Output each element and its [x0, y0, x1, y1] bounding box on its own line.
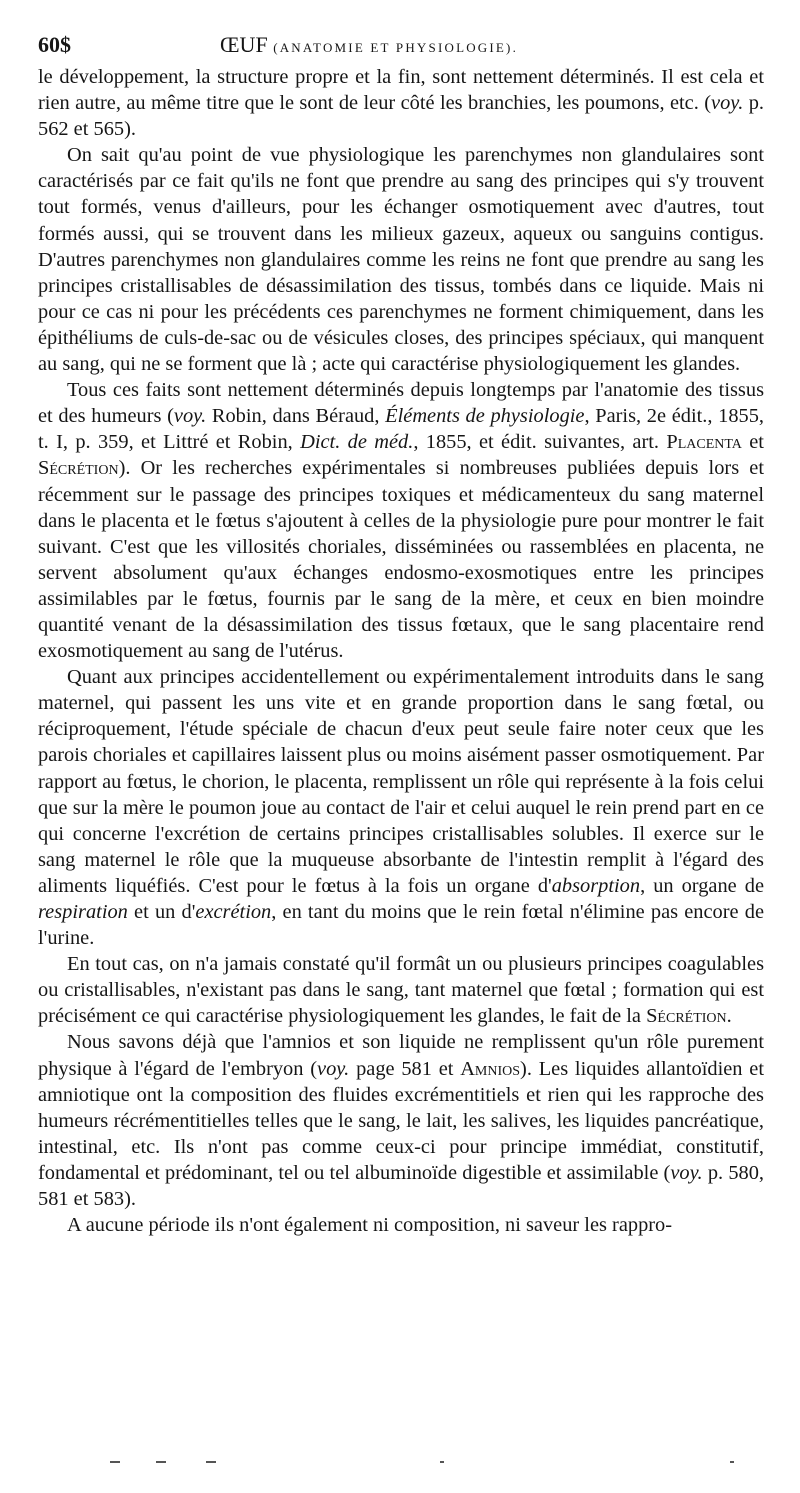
- italic-text: voy.: [173, 405, 207, 428]
- body-text: On sait qu'au point de vue physiologique les parenchymes non glandulaires sont caractérisés par ce fait qu'ils ne font que prendre au sang des principes qui s'y trouvent tout formés, venus d'ailleurs, pour les échanger osmotiquement avec d'autres, tout formés aussi, qui se trouvent dans les milieux gazeux, aqueux ou sanguins contigus. D'autres parenchymes non glandulaires comme les reins ne font que prendre au sang les principes cristallisables de désassimilation des tissus, tombés dans ce liquide. Mais ni pour ce cas ni pour les précédents ces parenchymes ne forment chimiquement, dans les épithéliums de culs-de-sac ou de vésicules closes, des principes spéciaux, qui manquent au sang, qui ne se forment que là ; acte qui caractérise physiologiquement les glandes.: [38, 144, 764, 376]
- paragraph: [38, 1212, 764, 1238]
- body-text: ). Or les recherches expérimentales si nombreuses publiées depuis lors et récemment sur le passage des principes toxiques et médicamenteux du sang maternel dans le placenta et le fœtus s'ajoutent à celles de la physiologie pure pour montrer le fait suivant. C'est que les villosités choriales, disséminées ou rassemblées en placenta, ne servent absolument qu'aux échanges endosmo-exosmotiques entre les principes assimilables par le fœtus, fournis par le sang de la mère, et ceux en bien moindre quantité venant de la désassimilation des tissus fœtaux, que le sang placentaire rend exosmotiquement au sang de l'utérus.: [38, 457, 764, 663]
- body-text: et: [741, 431, 764, 454]
- body-text: .: [726, 1005, 732, 1028]
- italic-text: respiration: [38, 901, 128, 923]
- body-text: , Paris, 2e édit., 1855, t. I, p. 359, et Littré et Robin,: [38, 405, 765, 454]
- running-title-main: ŒUF: [220, 32, 268, 57]
- running-title: [220, 30, 518, 63]
- footer-marks: [110, 1455, 740, 1469]
- italic-text: Dict. de méd.: [300, 431, 414, 454]
- paragraph: [38, 377, 764, 664]
- footer-dash: [206, 1461, 216, 1463]
- body-text: , 1855, et édit. suivantes, art.: [413, 431, 667, 454]
- italic-text: absorption: [551, 874, 641, 897]
- footer-dash: [110, 1461, 120, 1463]
- italic-text: voy.: [670, 1161, 703, 1184]
- italic-text: voy.: [317, 1057, 350, 1080]
- body-text: p. 580, 581 et 583).: [38, 1161, 765, 1211]
- footer-dash: [156, 1461, 166, 1463]
- body-text: ). Les liquides allantoïdien et amniotique ont la composition des fluides excrémentitiels et rien qui les rapproche des humeurs récrémentitielles telles que le sang, le lait, les salives, les liquides pancréatique, intestinal, etc. Ils n'ont pas comme ceux-ci pour principe immédiat, constitutif, fondamental et prédominant, tel ou tel albuminoïde digestible et assimilable (: [38, 1057, 764, 1184]
- body-text: , en tant du moins que le rein fœtal n'élimine pas encore de l'urine.: [38, 901, 764, 950]
- footer-dot: [730, 1461, 734, 1463]
- body-text: p. 562 et 565).: [38, 92, 765, 141]
- small-caps-text: Sécrétion: [646, 1005, 727, 1028]
- footer-dot: [440, 1461, 444, 1463]
- paragraph: [38, 142, 764, 377]
- paragraph: [38, 1029, 764, 1212]
- italic-text: voy.: [711, 92, 744, 115]
- body-text: En tout cas, on n'a jamais constaté qu'il formât un ou plusieurs principes coagulables ou cristallisables, n'existant pas dans le sang, tant maternel que fœtal ; formation qui est précisément ce qui caractérise physiologiquement les glandes, le fait de la: [38, 953, 764, 1028]
- page-body: [38, 64, 764, 1238]
- body-text: Quant aux principes accidentellement ou expérimentalement introduits dans le sang maternel, qui passent les uns vite et en grande proportion dans le sang fœtal, ou réciproquement, l'étude spéciale de chacun d'eux peut seule faire noter ceux que les parois choriales et capillaires laissent plus ou moins aisément passer osmotiquement. Par rapport au fœtus, le chorion, le placenta, remplissent un rôle qui représente à la fois celui que sur la mère le poumon joue au contact de l'air et celui auquel le rein prend part en ce qui concerne l'excrétion de certains principes cristallisables solubles. Il exerce sur le sang maternel le rôle que la muqueuse absorbante de l'intestin remplit à l'égard des aliments liquéfiés. C'est pour le fœtus à la fois un organe d': [38, 666, 764, 897]
- body-text: A aucune période ils n'ont également ni composition, ni saveur les rappro-: [67, 1214, 673, 1237]
- paragraph: [38, 64, 764, 142]
- running-header: [38, 30, 762, 60]
- italic-text: Éléments de physiologie: [385, 405, 585, 428]
- body-text: , un organe de: [640, 874, 764, 897]
- small-caps-text: Placenta: [666, 431, 742, 454]
- running-title-sub: (ANATOMIE ET PHYSIOLOGIE).: [273, 40, 519, 55]
- page-number: 60$: [38, 32, 71, 57]
- body-text: page 581 et: [349, 1057, 461, 1080]
- italic-text: excrétion: [195, 901, 272, 923]
- small-caps-text: Sécrétion: [38, 457, 119, 480]
- paragraph: [38, 664, 764, 951]
- body-text: Tous ces faits sont nettement déterminés depuis longtemps par l'anatomie des tissus et des humeurs (: [38, 379, 764, 428]
- body-text: Robin, dans Béraud,: [206, 405, 386, 428]
- body-text: Nous savons déjà que l'amnios et son liquide ne remplissent qu'un rôle purement physique à l'égard de l'embryon (: [38, 1031, 764, 1080]
- paragraph: [38, 951, 764, 1029]
- body-text: le développement, la structure propre et la fin, sont nettement déterminés. Il est cela et rien autre, au même titre que le sont de leur côté les branchies, les poumons, etc. (: [38, 66, 764, 115]
- small-caps-text: Amnios: [460, 1057, 521, 1080]
- body-text: et un d': [127, 901, 196, 923]
